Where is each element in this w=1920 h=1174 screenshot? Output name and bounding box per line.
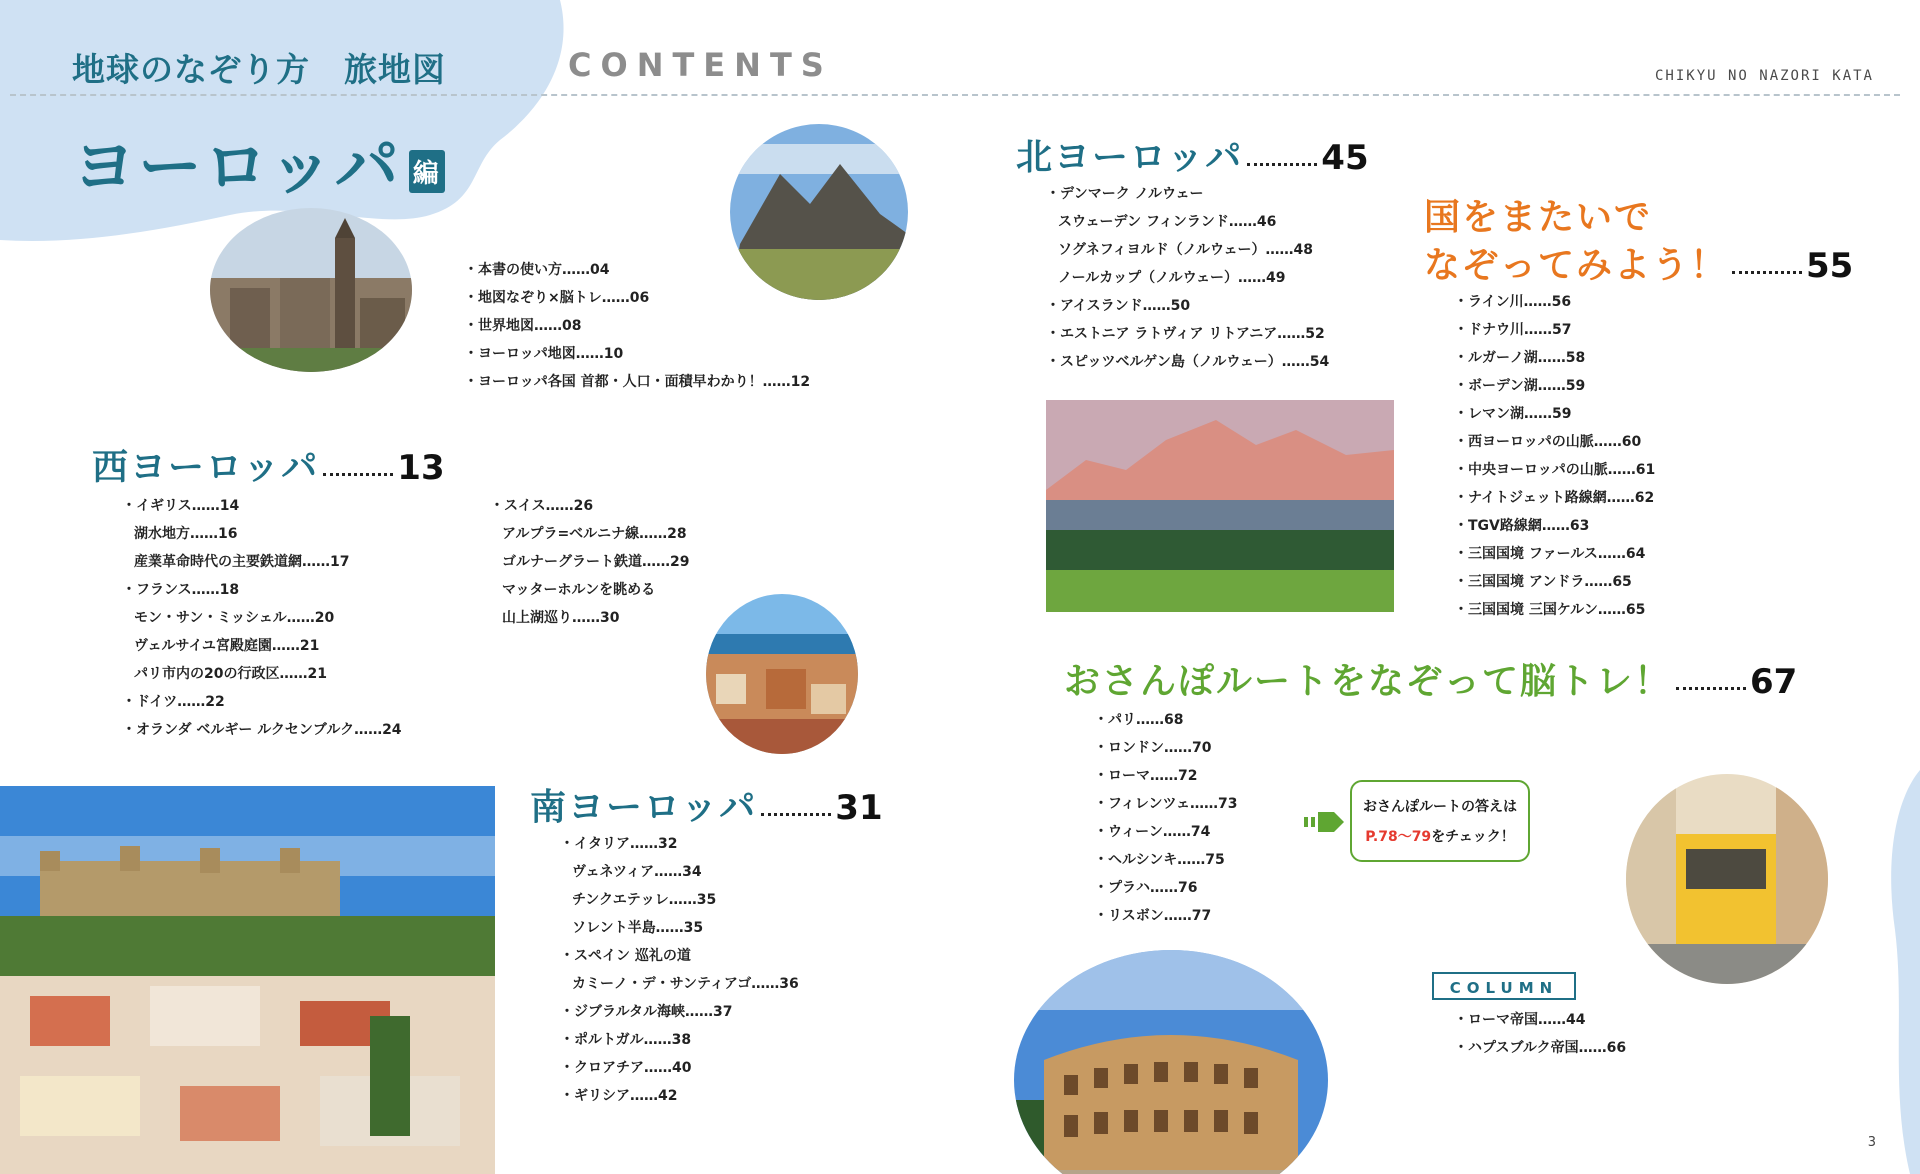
list-item[interactable]: ・ ヨーロッパ地図……10 (464, 340, 810, 368)
cross-border-list (1454, 288, 1655, 624)
list-item[interactable]: ・ ジブラルタル海峡……37 (560, 998, 799, 1026)
west-europe-list-2 (490, 492, 689, 632)
region-suffix: 編 (409, 150, 445, 193)
list-item[interactable]: 湖水地方……16 (134, 526, 238, 542)
list-item[interactable]: ・ クロアチア……40 (560, 1054, 799, 1082)
lisbon-photo (0, 786, 495, 1174)
list-item[interactable]: モン・サン・ミッシェル……20 (134, 610, 335, 626)
list-item[interactable]: ・ イタリア……32 (560, 830, 799, 858)
leader-dots (1676, 687, 1746, 690)
section-page: 55 (1806, 246, 1854, 286)
section-page: 45 (1321, 138, 1369, 178)
list-item[interactable]: ・ ロンドン……70 (1094, 734, 1237, 762)
list-item[interactable]: ・ アイスランド……50 (1046, 292, 1329, 320)
list-item[interactable]: ・ 中央ヨーロッパの山脈……61 (1454, 456, 1655, 484)
list-item[interactable]: ・ ヘルシンキ……75 (1094, 846, 1237, 874)
series-title: 地球のなぞり方 旅地図 (72, 50, 446, 89)
list-item[interactable]: ・ イギリス……14 (122, 492, 402, 520)
list-item[interactable]: パリ市内の20の行政区……21 (134, 666, 327, 682)
north-europe-heading[interactable] (1016, 137, 1369, 178)
list-item[interactable]: ソレント半島……35 (572, 920, 704, 936)
north-europe-list (1046, 180, 1329, 376)
answer-callout (1350, 780, 1530, 862)
section-page: 31 (835, 788, 883, 828)
list-item[interactable]: チンクエテッレ……35 (572, 892, 717, 908)
section-title: 南ヨーロッパ (530, 787, 758, 828)
callout-line2: をチェック！ (1431, 829, 1515, 845)
romaji-title: CHIKYU NO NAZORI KATA (1654, 68, 1874, 84)
list-item[interactable]: ・ オランダ ベルギー ルクセンブルク……24 (122, 716, 402, 744)
contents-heading: CONTENTS (568, 46, 833, 84)
cross-border-heading[interactable] (1424, 197, 1854, 286)
list-item[interactable]: ・ 本書の使い方……04 (464, 256, 810, 284)
section-title-line2: なぞってみよう！ (1424, 245, 1729, 286)
intro-list (464, 256, 810, 396)
walk-route-list (1094, 706, 1237, 930)
list-item[interactable]: ・ ハプスブルク帝国……66 (1454, 1034, 1626, 1062)
callout-line1: おさんぽルートの答えは (1363, 799, 1517, 815)
list-item[interactable]: ・ ライン川……56 (1454, 288, 1655, 316)
list-item[interactable]: スウェーデン フィンランド……46 (1058, 214, 1277, 230)
page-number: 3 (1867, 1135, 1876, 1150)
list-item[interactable]: ・ 三国国境 三国ケルン……65 (1454, 596, 1655, 624)
list-item[interactable]: ヴェルサイユ宮殿庭園……21 (134, 638, 320, 654)
list-item[interactable]: ・ スイス……26 (490, 492, 689, 520)
list-item[interactable]: ・ パリ……68 (1094, 706, 1237, 734)
list-item[interactable]: ・ フランス……18 (122, 576, 402, 604)
leader-dots (1732, 271, 1802, 274)
list-item[interactable]: ・ ローマ……72 (1094, 762, 1237, 790)
list-item[interactable]: ・ 西ヨーロッパの山脈……60 (1454, 428, 1655, 456)
list-item[interactable]: ソグネフィヨルド（ノルウェー）……48 (1058, 242, 1313, 258)
section-page: 67 (1750, 662, 1798, 702)
list-item[interactable]: マッターホルンを眺める (502, 582, 656, 598)
list-item[interactable]: ・ ポルトガル……38 (560, 1026, 799, 1054)
section-title: おさんぽルートをなぞって脳トレ！ (1064, 661, 1673, 702)
list-item[interactable]: ・ TGV路線網……63 (1454, 512, 1655, 540)
list-item[interactable]: ・ スペイン 巡礼の道 (560, 942, 799, 970)
header-divider (10, 94, 1900, 96)
list-item[interactable]: ・ デンマーク ノルウェー (1046, 180, 1329, 208)
walk-route-heading[interactable] (1064, 661, 1798, 702)
list-item[interactable]: ・ ドイツ……22 (122, 688, 402, 716)
column-label: COLUMN (1432, 972, 1576, 1000)
colosseum-photo (1014, 950, 1328, 1174)
leader-dots (323, 473, 393, 476)
list-item[interactable]: ・ ウィーン……74 (1094, 818, 1237, 846)
tram-photo (1626, 774, 1828, 984)
arrow-right-icon (1304, 808, 1344, 836)
list-item[interactable]: ・ 地図なぞり×脳トレ……06 (464, 284, 810, 312)
list-item[interactable]: ・ リスボン……77 (1094, 902, 1237, 930)
list-item[interactable]: アルプラ=ベルニナ線……28 (502, 526, 687, 542)
mountain-forest-photo (1046, 400, 1394, 612)
list-item[interactable]: 産業革命時代の主要鉄道網……17 (134, 554, 350, 570)
section-title: 西ヨーロッパ (92, 447, 320, 488)
section-title-line1: 国をまたいで (1424, 197, 1653, 238)
list-item[interactable]: ・ ヨーロッパ各国 首都・人口・面積早わかり！……12 (464, 368, 810, 396)
list-item[interactable]: ・ ボーデン湖……59 (1454, 372, 1655, 400)
callout-page-ref: P.78～79 (1365, 829, 1432, 845)
list-item[interactable]: ・ ドナウ川……57 (1454, 316, 1655, 344)
list-item[interactable]: ノールカップ（ノルウェー）……49 (1058, 270, 1286, 286)
list-item[interactable]: ・ エストニア ラトヴィア リトアニア……52 (1046, 320, 1329, 348)
list-item[interactable]: ・ 三国国境 アンドラ……65 (1454, 568, 1655, 596)
list-item[interactable]: 山上湖巡り……30 (502, 610, 620, 626)
column-list (1454, 1006, 1626, 1062)
west-europe-list-1 (122, 492, 402, 744)
list-item[interactable]: ・ レマン湖……59 (1454, 400, 1655, 428)
dubrovnik-photo (706, 594, 858, 754)
section-page: 13 (397, 448, 445, 488)
list-item[interactable]: ・ ルガーノ湖……58 (1454, 344, 1655, 372)
section-title: 北ヨーロッパ (1016, 137, 1244, 178)
list-item[interactable]: ・ ギリシア……42 (560, 1082, 799, 1110)
region-title-text: ヨーロッパ (72, 131, 401, 205)
side-blob-shape (1880, 0, 1920, 1174)
region-title (72, 116, 445, 208)
leader-dots (1247, 163, 1317, 166)
list-item[interactable]: ゴルナーグラート鉄道……29 (502, 554, 690, 570)
list-item[interactable]: ・ ナイトジェット路線網……62 (1454, 484, 1655, 512)
edinburgh-photo (210, 208, 412, 372)
west-europe-heading[interactable] (92, 447, 445, 488)
list-item[interactable]: ・ フィレンツェ……73 (1094, 790, 1237, 818)
list-item[interactable]: ・ ローマ帝国……44 (1454, 1006, 1626, 1034)
list-item[interactable]: ・ スピッツベルゲン島（ノルウェー）……54 (1046, 348, 1329, 376)
list-item[interactable]: ヴェネツィア……34 (572, 864, 702, 880)
list-item[interactable]: ・ プラハ……76 (1094, 874, 1237, 902)
south-europe-list (560, 830, 799, 1110)
leader-dots (761, 813, 831, 816)
south-europe-heading[interactable] (530, 787, 883, 828)
list-item[interactable]: カミーノ・デ・サンティアゴ……36 (572, 976, 799, 992)
list-item[interactable]: ・ 三国国境 ファールス……64 (1454, 540, 1655, 568)
list-item[interactable]: ・ 世界地図……08 (464, 312, 810, 340)
